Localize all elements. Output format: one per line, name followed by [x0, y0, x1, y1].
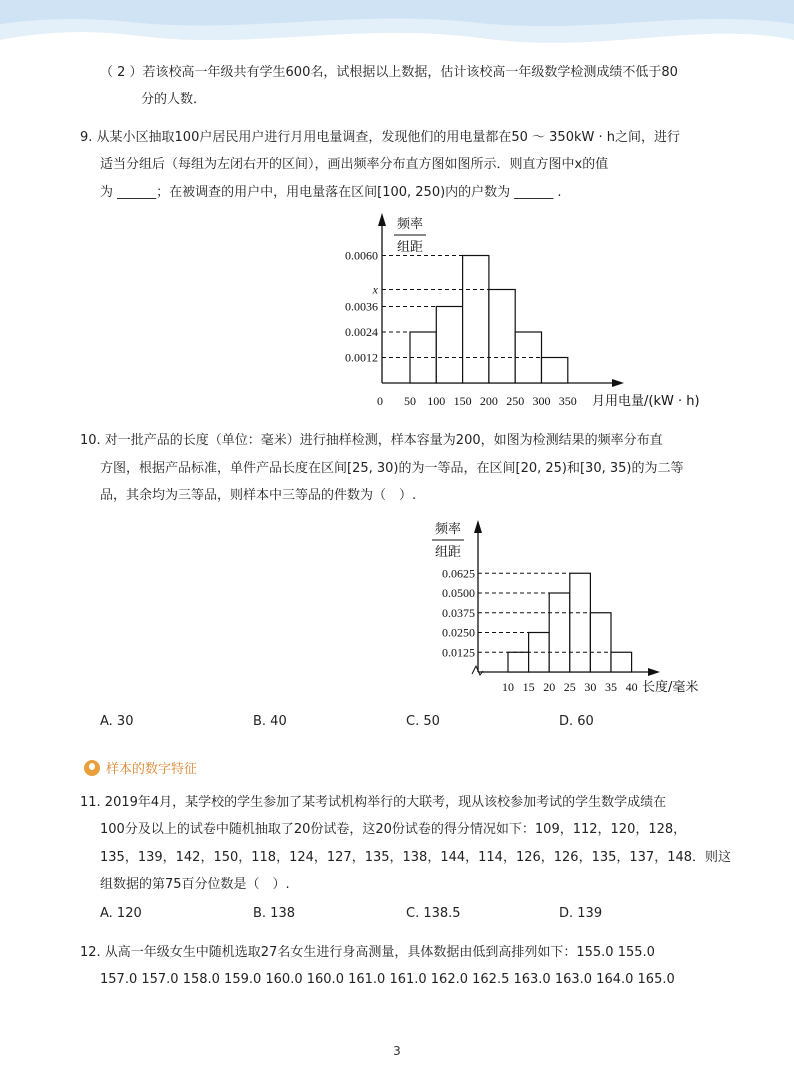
page-number: 3 [393, 1044, 401, 1058]
origin-label: 0 [377, 394, 383, 408]
q11-line2: 100分及以上的试卷中随机抽取了20份试卷，这20份试卷的得分情况如下：109，112，120，128， [100, 822, 687, 837]
x-tick-label: 25 [563, 680, 576, 694]
histogram-bar [529, 633, 550, 673]
x-tick-label: 300 [532, 394, 551, 408]
q11-line1: 11. 2019年4月，某学校的学生参加了某考试机构举行的大联考，现从该校参加考试的学生数学成绩在 [80, 795, 667, 810]
q12-line1: 12. 从高一年级女生中随机选取27名女生进行身高测量，具体数据由低到高排列如下：155.0 155.0 [80, 945, 655, 960]
q10-option-d[interactable]: D. 60 [559, 714, 594, 729]
x-tick-label: 30 [584, 680, 597, 694]
histogram-bar [542, 358, 568, 384]
x-tick-label: 20 [543, 680, 556, 694]
y-tick-label: 0.0125 [442, 645, 475, 660]
x-tick-label: 250 [506, 394, 525, 408]
y-axis-arrow [378, 213, 386, 226]
x-tick-label: 40 [625, 680, 638, 694]
q10-option-a[interactable]: A. 30 [100, 714, 134, 729]
histogram-bar [549, 593, 570, 672]
histogram-bar [436, 307, 462, 384]
x-axis-arrow [648, 668, 660, 676]
y-tick-label: 0.0036 [345, 299, 378, 314]
y-tick-label: 0.0500 [442, 586, 475, 600]
histogram-bar [463, 256, 489, 384]
q10-option-c[interactable]: C. 50 [406, 714, 440, 729]
y-label-bottom: 组距 [434, 545, 462, 560]
header-wave-decoration [0, 0, 794, 58]
y-label-top: 频率 [396, 217, 424, 232]
q9-line2: 适当分组后（每组为左闭右开的区间），画出频率分布直方图如图所示．则直方图中x的值 [100, 157, 609, 172]
x-axis-arrow [612, 379, 624, 387]
q10-line2: 方图，根据产品标准，单件产品长度在区间[25, 30)的为一等品，在区间[20, 25)和[30, 35)的为二等 [100, 461, 684, 476]
q9-line1: 9. 从某小区抽取100户居民用户进行月用电量调查，发现他们的用电量都在50 ～ 350kW · h之间，进行 [80, 130, 680, 145]
y-tick-label: 0.0012 [345, 350, 378, 365]
histogram-bar [489, 290, 515, 384]
x-tick-label: 200 [479, 394, 498, 408]
y-axis-arrow [474, 520, 482, 533]
histogram-bar [611, 652, 632, 672]
histogram-bar [570, 573, 591, 672]
y-tick-label: x [372, 282, 378, 297]
y-tick-label: 0.0024 [345, 325, 378, 339]
x-tick-label: 350 [558, 394, 577, 408]
x-axis-label: 月用电量/(kW · h) [592, 394, 700, 409]
y-label-top: 频率 [434, 522, 462, 537]
q10-line1: 10. 对一批产品的长度（单位：毫米）进行抽样检测，样本容量为200，如图为检测结果的频率分布直 [80, 433, 663, 448]
bulb-icon [84, 760, 100, 776]
x-axis-label: 长度/毫米 [642, 680, 699, 695]
y-tick-label: 0.0060 [345, 248, 378, 263]
q10-option-b[interactable]: B. 40 [253, 714, 287, 729]
x-tick-label: 150 [453, 394, 472, 408]
x-tick-label: 50 [404, 394, 416, 408]
histogram-bar [590, 613, 611, 672]
y-tick-label: 0.0250 [442, 625, 475, 640]
x-tick-label: 10 [502, 680, 514, 694]
y-tick-label: 0.0625 [442, 566, 475, 581]
q9-line3: 为 ______；在被调查的用户中，用电量落在区间[100, 250)内的户数为 ______ . [100, 185, 562, 200]
q11-option-c[interactable]: C. 138.5 [406, 906, 461, 921]
histogram-bar [508, 652, 529, 672]
y-label-bottom: 组距 [396, 240, 424, 255]
q11-option-a[interactable]: A. 120 [100, 906, 142, 921]
q8-part2-line1: （ 2 ）若该校高一年级共有学生600名，试根据以上数据，估计该校高一年级数学检测成绩不低于80 [100, 65, 678, 80]
x-tick-label: 100 [427, 394, 446, 408]
q11-option-b[interactable]: B. 138 [253, 906, 295, 921]
electricity-histogram [330, 208, 730, 418]
q8-part2-line2: 分的人数． [141, 92, 207, 107]
q11-line4: 组数据的第75百分位数是（ ）. [100, 877, 290, 892]
x-tick-label: 35 [605, 680, 617, 694]
length-histogram [420, 515, 720, 700]
q10-line3: 品，其余均为三等品，则样本中三等品的件数为（ ）. [100, 488, 417, 503]
q12-line2: 157.0 157.0 158.0 159.0 160.0 160.0 161.0 161.0 162.0 162.5 163.0 163.0 164.0 165.0 [100, 972, 675, 987]
q11-option-d[interactable]: D. 139 [559, 906, 603, 921]
y-tick-label: 0.0375 [442, 605, 475, 620]
q11-line3: 135，139，142，150，118，124，127，135，138，144，114，126，126，135，137，148．则这 [100, 850, 732, 865]
section-header [84, 758, 197, 777]
x-tick-label: 15 [522, 680, 535, 694]
section-title: 样本的数字特征 [106, 762, 198, 777]
